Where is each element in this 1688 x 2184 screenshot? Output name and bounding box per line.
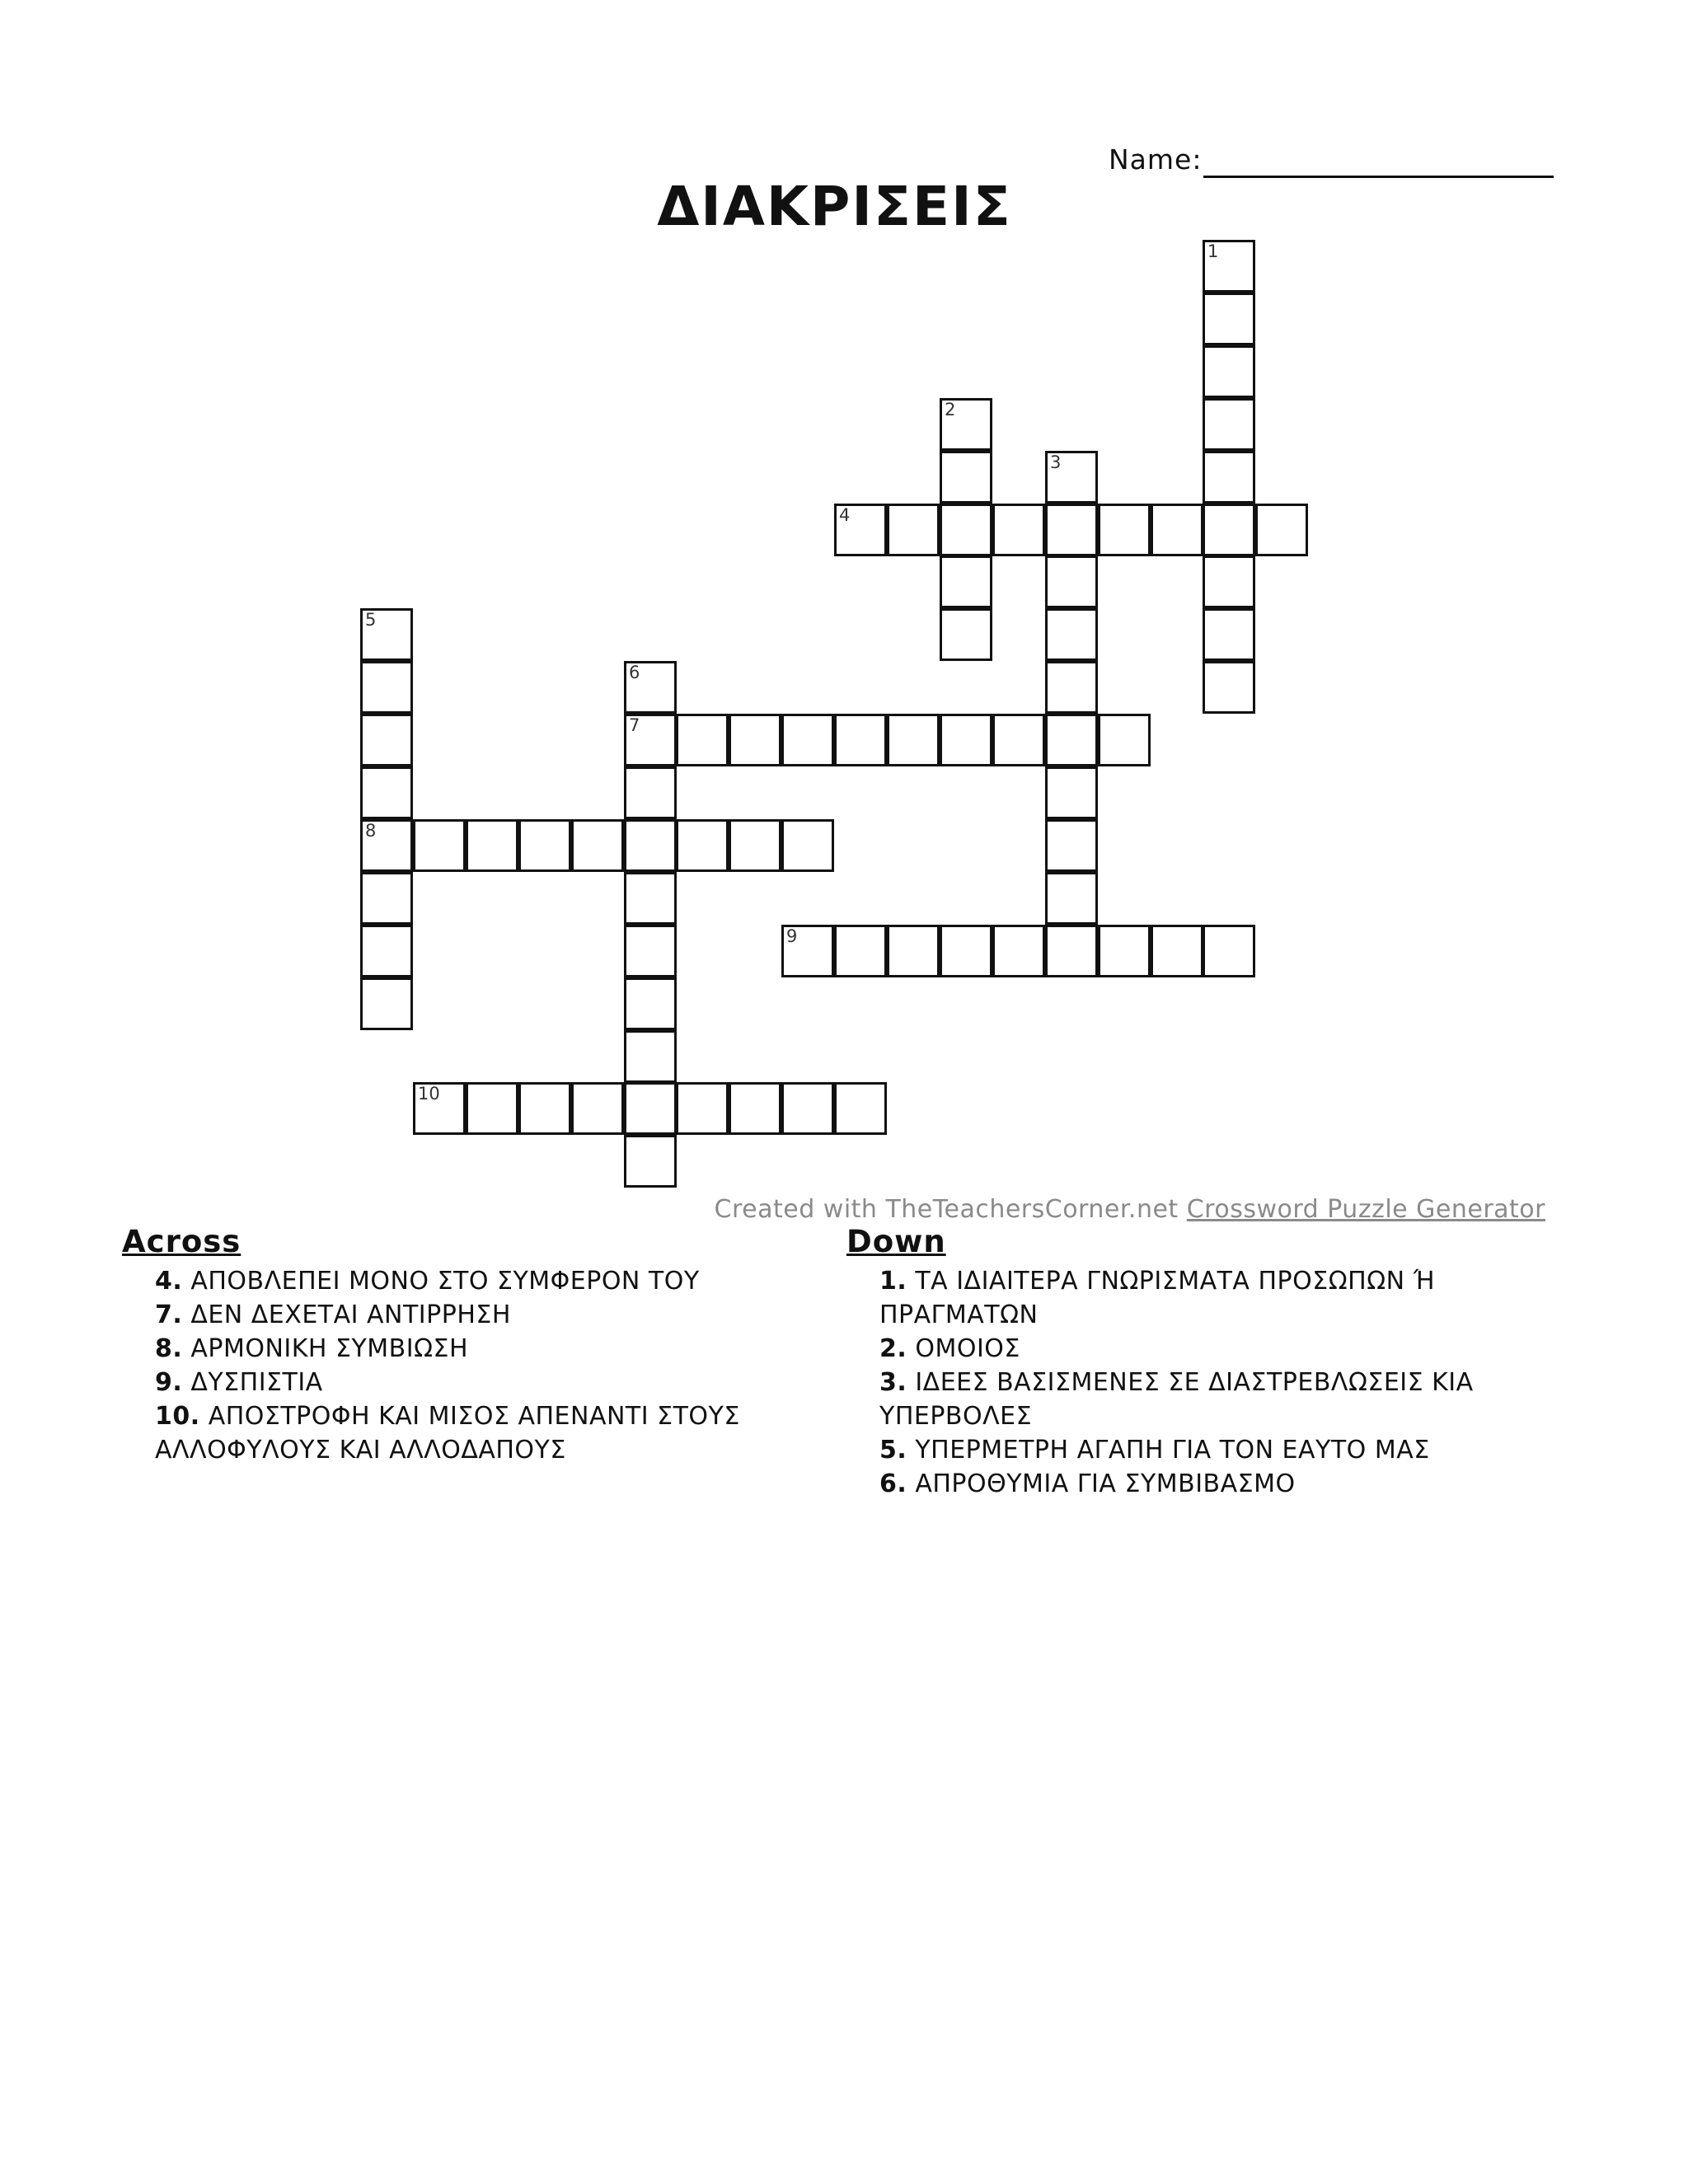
across-clue: [122, 1264, 831, 1298]
crossword-cell[interactable]: [1045, 661, 1098, 714]
crossword-cell[interactable]: [624, 714, 677, 766]
cell-number: 7: [629, 715, 640, 735]
clue-text: ΑΠΟΒΛΕΠΕΙ ΜΟΝΟ ΣΤΟ ΣΥΜΦΕΡΟΝ ΤΟΥ: [190, 1266, 700, 1296]
name-area: [1109, 140, 1554, 178]
name-label: Name:: [1109, 143, 1203, 176]
crossword-cell[interactable]: [518, 1082, 571, 1135]
across-clue: [122, 1332, 831, 1366]
crossword-cell[interactable]: [781, 1082, 834, 1135]
clue-text: ΔΕΝ ΔΕΧΕΤΑΙ ΑΝΤΙΡΡΗΣΗ: [190, 1300, 511, 1329]
crossword-cell[interactable]: [360, 977, 413, 1030]
crossword-cell[interactable]: [1098, 504, 1151, 556]
clue-number: 9.: [155, 1367, 183, 1397]
crossword-cell[interactable]: [624, 1030, 677, 1083]
clue-text: ΟΜΟΙΟΣ: [915, 1333, 1020, 1363]
across-heading: Across: [122, 1224, 241, 1259]
across-clue: [122, 1399, 831, 1467]
down-heading: Down: [846, 1224, 946, 1259]
crossword-cell[interactable]: [834, 1082, 887, 1135]
crossword-cell[interactable]: [834, 925, 887, 977]
down-clue: [846, 1467, 1539, 1501]
crossword-cell[interactable]: [887, 925, 940, 977]
crossword-cell[interactable]: [940, 398, 992, 451]
crossword-cell[interactable]: [1045, 766, 1098, 819]
crossword-cell[interactable]: [571, 819, 624, 872]
name-input-line[interactable]: [1203, 143, 1554, 178]
crossword-cell[interactable]: [834, 714, 887, 766]
crossword-cell[interactable]: [676, 714, 729, 766]
crossword-cell[interactable]: [1045, 555, 1098, 608]
across-clue: [122, 1298, 831, 1332]
cell-number: 8: [365, 821, 377, 841]
clue-number: 4.: [155, 1266, 183, 1296]
cell-number: 3: [1050, 452, 1062, 472]
crossword-cell[interactable]: [940, 504, 992, 556]
credit-text: Created with TheTeachersCorner.net: [714, 1195, 1179, 1224]
crossword-cell[interactable]: [571, 1082, 624, 1135]
crossword-cell[interactable]: [1045, 504, 1098, 556]
clue-text: ΑΠΟΣΤΡΟΦΗ ΚΑΙ ΜΙΣΟΣ ΑΠΕΝΑΝΤΙ ΣΤΟΥΣ ΑΛΛΟΦΥΛΟΥΣ ΚΑΙ ΑΛΛΟΔΑΠΟΥΣ: [155, 1401, 740, 1465]
crossword-cell[interactable]: [1203, 555, 1255, 608]
crossword-cell[interactable]: [360, 608, 413, 661]
clue-text: ΤΑ ΙΔΙΑΙΤΕΡΑ ΓΝΩΡΙΣΜΑΤΑ ΠΡΟΣΩΠΩΝ Ή ΠΡΑΓΜΑΤΩΝ: [879, 1266, 1436, 1329]
crossword-cell[interactable]: [1098, 714, 1151, 766]
crossword-cell[interactable]: [1203, 661, 1255, 714]
clue-number: 2.: [879, 1333, 907, 1363]
crossword-cell[interactable]: [781, 819, 834, 872]
down-clue: [846, 1366, 1539, 1433]
crossword-cell[interactable]: [1045, 925, 1098, 977]
crossword-cell[interactable]: [413, 819, 466, 872]
crossword-cell[interactable]: [940, 925, 992, 977]
crossword-cell[interactable]: [413, 1082, 466, 1135]
crossword-cell[interactable]: [466, 819, 518, 872]
crossword-cell[interactable]: [887, 504, 940, 556]
clue-number: 10.: [155, 1401, 200, 1431]
clue-number: 5.: [879, 1435, 907, 1465]
clue-number: 6.: [879, 1469, 907, 1498]
down-clue: [846, 1332, 1539, 1366]
crossword-cell[interactable]: [1151, 925, 1203, 977]
crossword-cell[interactable]: [624, 925, 677, 977]
crossword-cell[interactable]: [1203, 451, 1255, 504]
cell-number: 2: [945, 400, 956, 419]
crossword-cell[interactable]: [729, 819, 781, 872]
crossword-cell[interactable]: [1203, 345, 1255, 398]
crossword-cell[interactable]: [1098, 925, 1151, 977]
clue-number: 8.: [155, 1333, 183, 1363]
crossword-cell[interactable]: [624, 977, 677, 1030]
crossword-cell[interactable]: [518, 819, 571, 872]
crossword-cell[interactable]: [360, 925, 413, 977]
crossword-cell[interactable]: [781, 714, 834, 766]
crossword-cell[interactable]: [1203, 293, 1255, 345]
down-clues: [846, 1226, 1539, 1501]
crossword-cell[interactable]: [1203, 925, 1255, 977]
clue-text: ΔΥΣΠΙΣΤΙΑ: [190, 1367, 323, 1397]
cell-number: 4: [839, 505, 851, 525]
crossword-cell[interactable]: [834, 504, 887, 556]
crossword-cell[interactable]: [940, 451, 992, 504]
clue-text: ΥΠΕΡΜΕΤΡΗ ΑΓΑΠΗ ΓΙΑ ΤΟΝ ΕΑΥΤΟ ΜΑΣ: [915, 1435, 1430, 1465]
crossword-cell[interactable]: [992, 925, 1045, 977]
crossword-cell[interactable]: [360, 766, 413, 819]
cell-number: 10: [418, 1084, 440, 1104]
crossword-cell[interactable]: [940, 714, 992, 766]
down-clue: [846, 1264, 1539, 1332]
crossword-cell[interactable]: [1045, 714, 1098, 766]
crossword-cell[interactable]: [624, 819, 677, 872]
crossword-cell[interactable]: [1045, 872, 1098, 925]
crossword-cell[interactable]: [729, 714, 781, 766]
crossword-cell[interactable]: [624, 1082, 677, 1135]
down-clue: [846, 1433, 1539, 1467]
crossword-cell[interactable]: [781, 925, 834, 977]
credit-line: [715, 1195, 1545, 1224]
crossword-cell[interactable]: [1203, 398, 1255, 451]
page-title: ΔΙΑΚΡΙΣΕΙΣ: [657, 175, 1012, 238]
crossword-cell[interactable]: [624, 1135, 677, 1188]
crossword-cell[interactable]: [360, 819, 413, 872]
crossword-cell[interactable]: [887, 714, 940, 766]
clue-number: 7.: [155, 1300, 183, 1329]
crossword-cell[interactable]: [360, 872, 413, 925]
crossword-cell[interactable]: [360, 714, 413, 766]
cell-number: 6: [629, 663, 640, 682]
crossword-cell[interactable]: [1203, 608, 1255, 661]
crossword-cell[interactable]: [1255, 504, 1308, 556]
crossword-cell[interactable]: [1151, 504, 1203, 556]
crossword-cell[interactable]: [1203, 240, 1255, 293]
crossword-cell[interactable]: [1045, 819, 1098, 872]
crossword-cell[interactable]: [1045, 608, 1098, 661]
crossword-cell[interactable]: [1203, 504, 1255, 556]
crossword-cell[interactable]: [940, 555, 992, 608]
crossword-cell[interactable]: [992, 714, 1045, 766]
across-clues: [122, 1226, 831, 1467]
clue-text: ΑΡΜΟΝΙΚΗ ΣΥΜΒΙΩΣΗ: [190, 1333, 469, 1363]
crossword-cell[interactable]: [1045, 451, 1098, 504]
cell-number: 9: [786, 926, 798, 946]
crossword-cell[interactable]: [729, 1082, 781, 1135]
crossword-cell[interactable]: [466, 1082, 518, 1135]
crossword-cell[interactable]: [624, 661, 677, 714]
crossword-cell[interactable]: [676, 1082, 729, 1135]
across-clue: [122, 1366, 831, 1399]
clue-number: 1.: [879, 1266, 907, 1296]
crossword-cell[interactable]: [360, 661, 413, 714]
crossword-cell[interactable]: [676, 819, 729, 872]
cell-number: 1: [1207, 241, 1219, 261]
clue-text: ΑΠΡΟΘΥΜΙΑ ΓΙΑ ΣΥΜΒΙΒΑΣΜΟ: [915, 1469, 1296, 1498]
crossword-cell[interactable]: [624, 872, 677, 925]
crossword-cell[interactable]: [940, 608, 992, 661]
crossword-cell[interactable]: [624, 766, 677, 819]
crossword-cell[interactable]: [992, 504, 1045, 556]
credit-link[interactable]: Crossword Puzzle Generator: [1186, 1195, 1545, 1224]
clue-text: ΙΔΕΕΣ ΒΑΣΙΣΜΕΝΕΣ ΣΕ ΔΙΑΣΤΡΕΒΛΩΣΕΙΣ ΚΙΑ ΥΠΕΡΒΟΛΕΣ: [879, 1367, 1474, 1431]
clue-number: 3.: [879, 1367, 907, 1397]
cell-number: 5: [365, 610, 377, 630]
